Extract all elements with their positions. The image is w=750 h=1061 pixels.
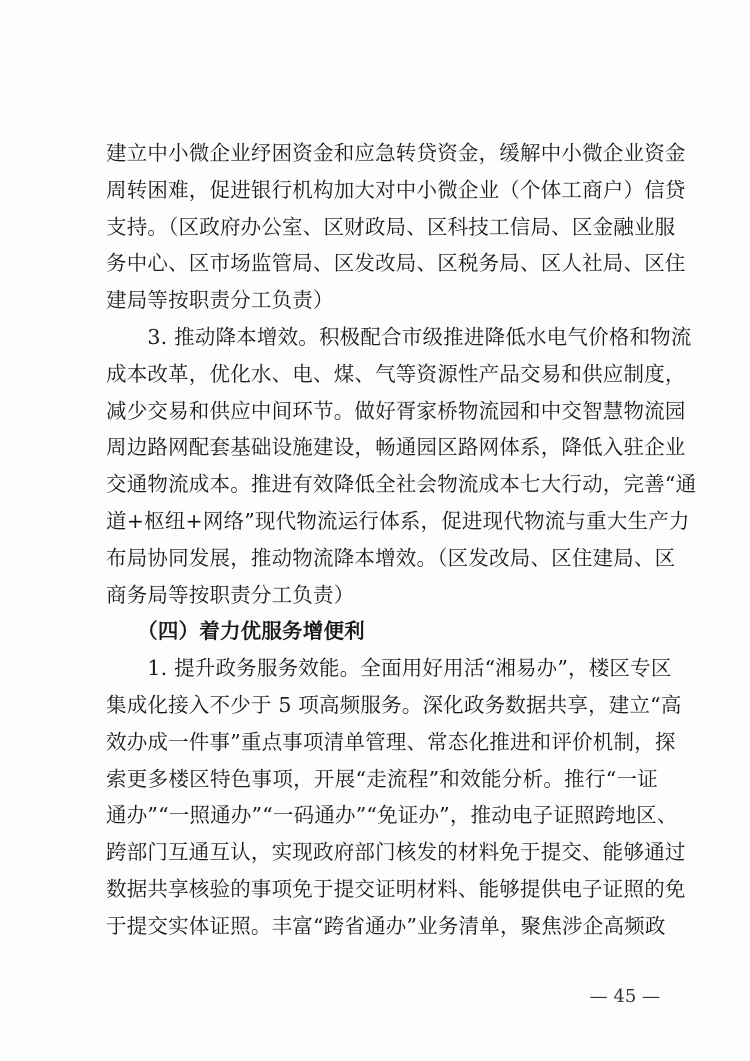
text-line: 周边路网配套基础设施建设，畅通园区路网体系，降低入驻企业 — [106, 435, 686, 460]
text-line: 布局协同发展，推动物流降本增效。（区发改局、区住建局、区 — [106, 545, 676, 570]
page-number: — 45 — — [589, 986, 660, 1007]
text-line: 支持。（区政府办公室、区财政局、区科技工信局、区金融业服 — [106, 214, 676, 239]
text-line: 于提交实体证照。丰富“跨省通办”业务清单，聚焦涉企高频政 — [106, 913, 666, 938]
text-line: 1. 提升政务服务效能。全面用好用活“湘易办”，楼区专区 — [106, 656, 672, 681]
text-line: 跨部门互通互认，实现政府部门核发的材料免于提交、能够通过 — [106, 840, 686, 865]
text-line: 周转困难，促进银行机构加大对中小微企业（个体工商户）信贷 — [106, 177, 686, 202]
text-line: 通办”“一照通办”“一码通办”“免证办”，推动电子证照跨地区、 — [106, 803, 678, 828]
text-line: 索更多楼区特色事项，开展“走流程”和效能分析。推行“一证 — [106, 766, 658, 791]
text-line: 建立中小微企业纾困资金和应急转贷资金，缓解中小微企业资金 — [106, 141, 686, 165]
text-line: 务中心、区市场监管局、区发改局、区税务局、区人社局、区住 — [106, 251, 686, 276]
text-line: 建局等按职责分工负责） — [106, 288, 334, 313]
text-line: 交通物流成本。推进有效降低全社会物流成本七大行动，完善“通 — [106, 472, 697, 497]
text-line: 商务局等按职责分工负责） — [106, 582, 355, 607]
text-line: 3. 推动降本增效。积极配合市级推进降低水电气价格和物流 — [106, 324, 692, 349]
section-heading: （四）着力优服务增便利 — [106, 619, 365, 644]
text-line: 集成化接入不少于 5 项高频服务。深化政务数据共享，建立“高 — [106, 692, 682, 717]
body-text — [106, 135, 697, 945]
text-line: 减少交易和供应中间环节。做好胥家桥物流园和中交智慧物流园 — [106, 398, 686, 423]
text-line: 数据共享核验的事项免于提交证明材料、能够提供电子证照的免 — [106, 876, 686, 901]
text-line: 成本改革，优化水、电、煤、气等资源性产品交易和供应制度， — [106, 361, 686, 386]
text-line: 道+枢纽+网络”现代物流运行体系，促进现代物流与重大生产力 — [106, 508, 690, 533]
text-line: 效办成一件事”重点事项清单管理、常态化推进和评价机制，探 — [106, 729, 676, 754]
